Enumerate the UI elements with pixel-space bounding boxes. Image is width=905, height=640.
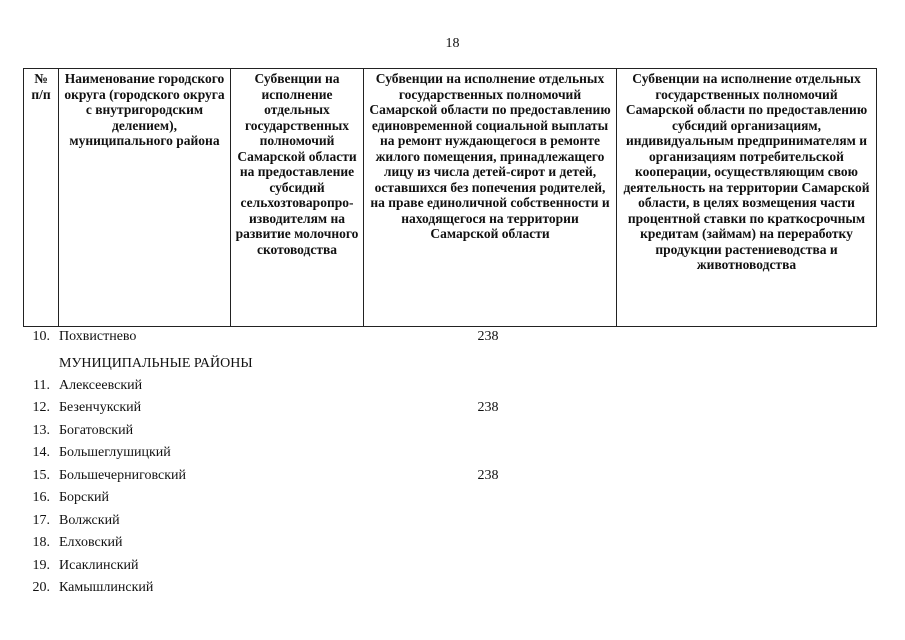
header-number: № п/п <box>24 69 59 327</box>
row-value: 238 <box>477 400 499 415</box>
header-district-name: Наименование городского округа (городского округа с внутригородским делением), муниципального района <box>59 69 231 327</box>
row-number: 14. <box>32 445 50 460</box>
table-row <box>23 510 876 533</box>
row-number: 12. <box>32 400 50 415</box>
row-name: Похвистнево <box>59 329 137 344</box>
row-number: 10. <box>32 329 50 344</box>
header-row <box>24 69 877 327</box>
row-number: 15. <box>32 467 50 483</box>
row-name: Елховский <box>59 535 123 550</box>
row-value: 238 <box>477 329 499 344</box>
row-number: 11. <box>33 377 50 393</box>
table-row <box>23 420 876 443</box>
row-name: Борский <box>59 490 110 505</box>
row-number: 20. <box>32 580 50 595</box>
row-name: Камышлинский <box>59 580 154 595</box>
table-row <box>23 532 876 555</box>
table-row <box>23 375 876 398</box>
row-value: 238 <box>477 467 499 483</box>
row-number: 16. <box>32 490 50 505</box>
header-subvention-credit-interest: Субвенции на исполнение отдельных государственных полномочий Самарской области по предоставлению субсидий организациям, индивидуальным предпринимателям и организациям потребительской кооперации, осуществляющим свою деятельность на территории Самарской области, в целях возмещения части процентной ставки по краткосрочным кредитам (займам) на переработку продукции растениеводства и животноводства <box>617 69 877 327</box>
row-number: 18. <box>32 535 50 550</box>
row-name: Волжский <box>59 512 120 528</box>
row-name: Богатовский <box>59 422 134 438</box>
section-title: МУНИЦИПАЛЬНЫЕ РАЙОНЫ <box>59 355 253 371</box>
header-subvention-orphans-housing: Субвенции на исполнение отдельных государственных полномочий Самарской области по предоставлению единовременной социальной выплаты на ремонт нуждающегося в ремонте жилого помещения, принадлежащего лицу из числа детей-сирот и детей, оставшихся без попечения родителей, на праве единоличной собственности и находящегося на территории Самарской области <box>364 69 617 327</box>
table-body <box>23 326 876 600</box>
row-name: Алексеевский <box>59 377 143 393</box>
row-name: Большечерниговский <box>59 467 187 483</box>
table-row <box>23 326 876 349</box>
row-number: 17. <box>32 512 50 528</box>
row-name: Большеглушицкий <box>59 445 171 460</box>
header-subvention-dairy: Субвенции на исполнение отдельных государственных полномочий Самарской области на предоставление субсидий сельхозтоваропро-изводителям на развитие молочного скотоводства <box>231 69 364 327</box>
table-row <box>23 442 876 465</box>
table-row <box>23 465 876 488</box>
table-row <box>23 577 876 600</box>
row-name: Безенчукский <box>59 400 142 415</box>
table-header <box>23 68 877 327</box>
table-row <box>23 555 876 578</box>
row-number: 19. <box>32 557 50 573</box>
row-number: 13. <box>32 422 50 438</box>
row-name: Исаклинский <box>59 557 139 573</box>
table-row <box>23 397 876 420</box>
table-row <box>23 487 876 510</box>
page-number: 18 <box>445 36 460 51</box>
